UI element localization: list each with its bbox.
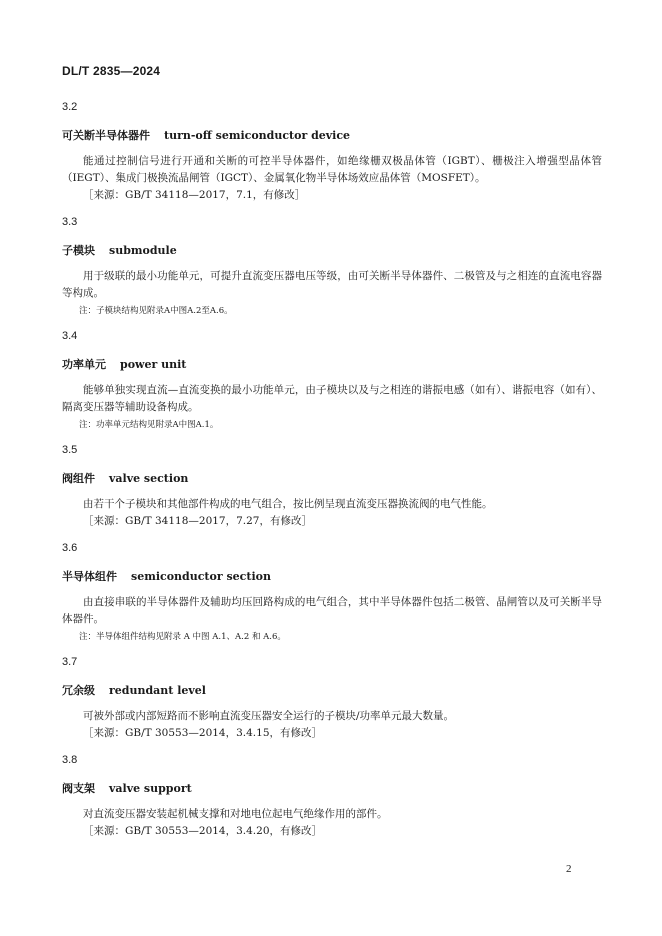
clause-number: 3.2 — [62, 101, 78, 113]
clause-3-4 — [62, 329, 602, 432]
clause-3-7 — [62, 655, 602, 742]
term-source: ［来源：GB/T 34118—2017，7.1，有修改］ — [83, 189, 306, 201]
clause-number: 3.7 — [62, 656, 78, 668]
term-english: semiconductor section — [131, 570, 271, 583]
clause-3-5 — [62, 443, 602, 530]
clause-number: 3.8 — [62, 754, 78, 766]
clause-number: 3.5 — [62, 444, 78, 456]
term-heading — [62, 358, 602, 372]
term-chinese: 阀支架 — [62, 782, 95, 795]
clause-number: 3.4 — [62, 330, 78, 342]
term-heading — [62, 782, 602, 796]
term-note: 注：功率单元结构见附录A中图A.1。 — [79, 420, 219, 430]
term-definition: 可被外部或内部短路而不影响直流变压器安全运行的子模块/功率单元最大数量。 — [83, 710, 455, 722]
term-chinese: 冗余级 — [62, 684, 95, 697]
term-english: valve section — [109, 472, 189, 485]
term-source: ［来源：GB/T 34118—2017，7.27，有修改］ — [83, 515, 312, 527]
term-heading — [62, 129, 602, 143]
term-definition: 用于级联的最小功能单元，可提升直流变压器电压等级，由可关断半导体器件、二极管及与之相连的直流电容器等构成。 — [62, 270, 602, 299]
term-chinese: 半导体组件 — [62, 570, 117, 583]
clause-3-3 — [62, 215, 602, 318]
document-id-header: DL/T 2835—2024 — [62, 64, 161, 78]
clause-number: 3.3 — [62, 216, 78, 228]
term-definition: 能通过控制信号进行开通和关断的可控半导体器件，如绝缘栅双极晶体管（IGBT）、栅极注入增强型晶体管（IEGT）、集成门极换流晶闸管（IGCT）、金属氧化物半导体场效应晶体管（MOSFET）。 — [62, 155, 602, 184]
term-chinese: 功率单元 — [62, 358, 106, 371]
term-chinese: 子模块 — [62, 244, 95, 257]
term-english: valve support — [109, 782, 192, 795]
clause-number: 3.6 — [62, 542, 78, 554]
clause-3-8 — [62, 753, 602, 840]
term-source: ［来源：GB/T 30553—2014，3.4.15，有修改］ — [83, 727, 323, 739]
term-definition: 由若干个子模块和其他部件构成的电气组合，按比例呈现直流变压器换流阀的电气性能。 — [83, 498, 493, 510]
term-chinese: 可关断半导体器件 — [62, 129, 150, 142]
page-number: 2 — [566, 863, 572, 875]
term-english: power unit — [120, 358, 187, 371]
term-english: submodule — [109, 244, 177, 257]
clause-3-2 — [62, 100, 602, 204]
terms-section — [62, 100, 602, 840]
term-english: turn-off semiconductor device — [164, 129, 351, 142]
term-heading — [62, 684, 602, 698]
clause-3-6 — [62, 541, 602, 644]
term-heading — [62, 570, 602, 584]
term-note: 注：半导体组件结构见附录 A 中图 A.1、A.2 和 A.6。 — [79, 632, 286, 642]
term-english: redundant level — [109, 684, 206, 697]
term-definition: 对直流变压器安装起机械支撑和对地电位起电气绝缘作用的部件。 — [83, 808, 388, 820]
term-heading — [62, 472, 602, 486]
term-definition: 能够单独实现直流—直流变换的最小功能单元，由子模块以及与之相连的谐振电感（如有）、谐振电容（如有）、隔离变压器等辅助设备构成。 — [62, 384, 602, 413]
term-chinese: 阀组件 — [62, 472, 95, 485]
term-note: 注：子模块结构见附录A中图A.2至A.6。 — [79, 306, 233, 316]
term-heading — [62, 244, 602, 258]
term-definition: 由直接串联的半导体器件及辅助均压回路构成的电气组合，其中半导体器件包括二极管、晶闸管以及可关断半导体器件。 — [62, 596, 602, 625]
term-source: ［来源：GB/T 30553—2014，3.4.20，有修改］ — [83, 825, 323, 837]
